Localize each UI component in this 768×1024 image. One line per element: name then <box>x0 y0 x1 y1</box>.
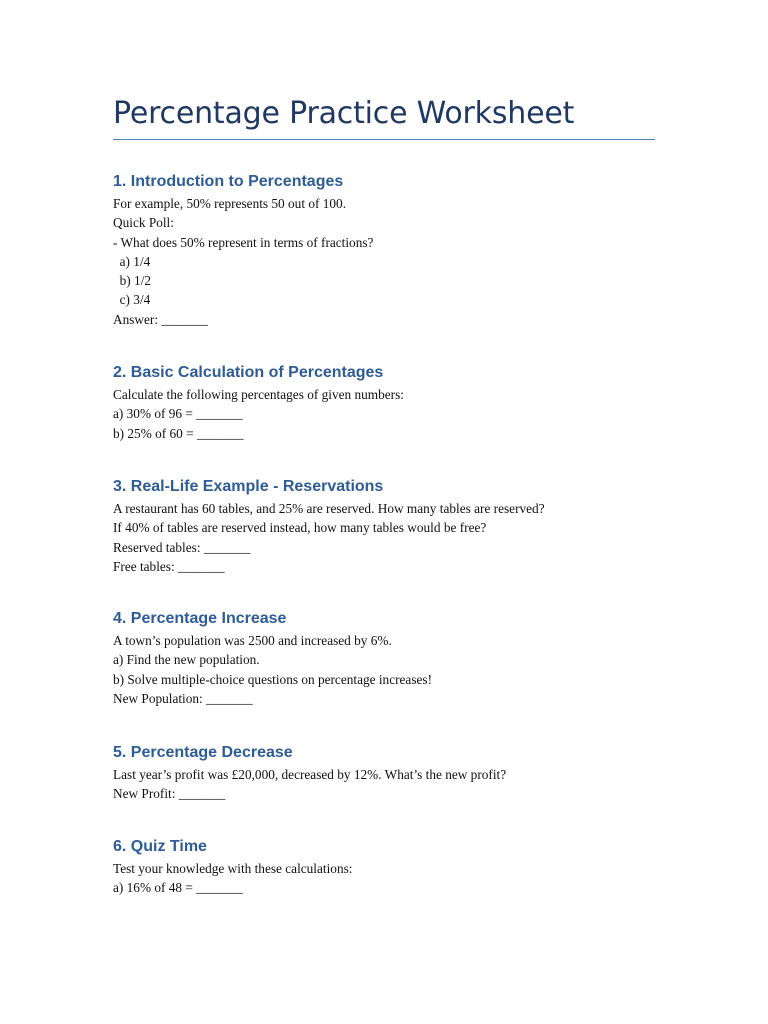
body-line: A restaurant has 60 tables, and 25% are reserved. How many tables are reserved? <box>113 501 545 516</box>
section-body <box>113 385 673 443</box>
title-underline <box>113 139 655 140</box>
section-real-life-example <box>113 476 673 576</box>
question-line: a) Find the new population. <box>113 652 260 668</box>
section-body <box>113 765 673 804</box>
question-line: a) 16% of 48 = _______ <box>113 880 243 896</box>
option-line: c) 3/4 <box>113 292 151 308</box>
question-line: b) Solve multiple-choice questions on percentage increases! <box>113 671 433 687</box>
option-line: a) 1/4 <box>113 253 151 269</box>
section-body <box>113 194 673 329</box>
section-body <box>113 499 673 576</box>
body-line: For example, 50% represents 50 out of 100. <box>113 196 347 211</box>
question-line: - What does 50% represent in terms of fractions? <box>113 234 374 250</box>
question-line: b) 25% of 60 = _______ <box>113 425 244 441</box>
section-heading: 2. Basic Calculation of Percentages <box>113 364 384 381</box>
body-line: Quick Poll: <box>113 215 174 231</box>
answer-line: Free tables: _______ <box>113 558 225 574</box>
section-introduction <box>113 171 673 329</box>
answer-line: New Profit: _______ <box>113 786 226 802</box>
section-basic-calculation <box>113 362 673 443</box>
section-heading: 4. Percentage Increase <box>113 610 287 627</box>
body-line: Last year’s profit was £20,000, decreased by 12%. What’s the new profit? <box>113 767 507 782</box>
option-line: b) 1/2 <box>113 273 152 289</box>
section-body <box>113 859 673 898</box>
answer-line: Reserved tables: _______ <box>113 539 251 555</box>
page-title: Percentage Practice Worksheet <box>113 96 575 131</box>
question-line: a) 30% of 96 = _______ <box>113 406 243 422</box>
answer-line: Answer: _______ <box>113 311 208 327</box>
section-body <box>113 631 673 708</box>
answer-line: New Population: _______ <box>113 690 253 706</box>
section-quiz-time <box>113 836 673 898</box>
section-heading: 1. Introduction to Percentages <box>113 173 344 190</box>
section-heading: 3. Real-Life Example - Reservations <box>113 478 384 495</box>
section-percentage-increase <box>113 608 673 708</box>
body-line: Calculate the following percentages of given numbers: <box>113 387 404 402</box>
section-percentage-decrease <box>113 742 673 804</box>
section-heading: 5. Percentage Decrease <box>113 744 293 761</box>
section-heading: 6. Quiz Time <box>113 838 207 855</box>
body-line: A town’s population was 2500 and increased by 6%. <box>113 633 392 648</box>
body-line: If 40% of tables are reserved instead, how many tables would be free? <box>113 520 487 536</box>
body-line: Test your knowledge with these calculations: <box>113 861 353 876</box>
